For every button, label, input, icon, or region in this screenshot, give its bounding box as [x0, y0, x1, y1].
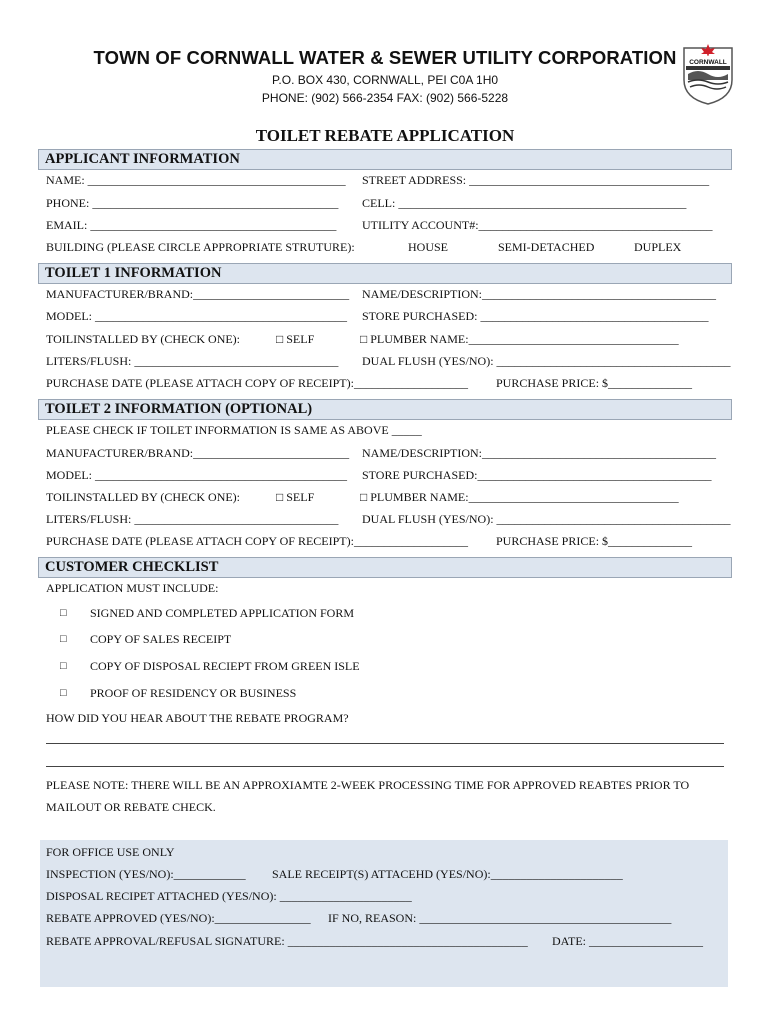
processing-note-line2: MAILOUT OR REBATE CHECK. [46, 800, 216, 814]
checklist-item: PROOF OF RESIDENCY OR BUSINESS [90, 686, 297, 700]
toilet1-name-description-field[interactable]: NAME/DESCRIPTION:_______________________________________ [362, 287, 717, 301]
phone-field[interactable]: PHONE: _________________________________________ [46, 196, 339, 210]
toilet2-self-checkbox[interactable]: □ SELF [276, 490, 315, 504]
toilet2-liters-flush-field[interactable]: LITERS/FLUSH: __________________________________ [46, 512, 339, 526]
toilet2-manufacturer-field[interactable]: MANUFACTURER/BRAND:__________________________ [46, 446, 350, 460]
rebate-source-question: HOW DID YOU HEAR ABOUT THE REBATE PROGRAM? [46, 711, 349, 725]
toilet1-purchase-price-field[interactable]: PURCHASE PRICE: $______________ [496, 376, 693, 390]
toilet1-manufacturer-field[interactable]: MANUFACTURER/BRAND:__________________________ [46, 287, 350, 301]
answer-line[interactable] [46, 743, 724, 744]
building-option-house[interactable]: HOUSE [408, 240, 449, 254]
checklist-item: SIGNED AND COMPLETED APPLICATION FORM [90, 606, 355, 620]
toilet2-purchase-price-field[interactable]: PURCHASE PRICE: $______________ [496, 534, 693, 548]
approval-date-field[interactable]: DATE: ___________________ [552, 934, 703, 948]
toilet1-store-purchased-field[interactable]: STORE PURCHASED: ______________________________________ [362, 309, 709, 323]
toilet2-same-as-above-field[interactable]: PLEASE CHECK IF TOILET INFORMATION IS SAME AS ABOVE _____ [46, 423, 422, 437]
checklist-intro: APPLICATION MUST INCLUDE: [46, 581, 219, 595]
checklist-item: COPY OF DISPOSAL RECIEPT FROM GREEN ISLE [90, 659, 360, 673]
toilet1-installed-by-label: TOILINSTALLED BY (CHECK ONE): [46, 332, 241, 346]
building-option-duplex[interactable]: DUPLEX [634, 240, 682, 254]
toilet1-plumber-checkbox[interactable]: □ PLUMBER NAME:___________________________________ [360, 332, 679, 346]
cell-field[interactable]: CELL: ________________________________________________ [362, 196, 687, 210]
building-label: BUILDING (PLEASE CIRCLE APPROPRIATE STRUTURE): [46, 240, 355, 254]
street-address-field[interactable]: STREET ADDRESS: ________________________________________ [362, 173, 710, 187]
checklist-checkbox[interactable]: □ [60, 633, 67, 645]
section-customer-checklist: CUSTOMER CHECKLIST [38, 557, 732, 578]
toilet2-dual-flush-field[interactable]: DUAL FLUSH (YES/NO): _______________________________________ [362, 512, 731, 526]
toilet1-self-checkbox[interactable]: □ SELF [276, 332, 315, 346]
toilet2-name-description-field[interactable]: NAME/DESCRIPTION:_______________________________________ [362, 446, 717, 460]
section-applicant-information: APPLICANT INFORMATION [38, 149, 732, 170]
answer-line[interactable] [46, 766, 724, 767]
email-field[interactable]: EMAIL: _________________________________________ [46, 218, 337, 232]
toilet1-model-field[interactable]: MODEL: __________________________________________ [46, 309, 347, 323]
organization-phone: PHONE: (902) 566-2354 FAX: (902) 566-5228 [261, 91, 509, 105]
sales-receipt-attached-field[interactable]: SALE RECEIPT(S) ATTACEHD (YES/NO):______________________ [272, 867, 623, 881]
section-toilet-1-information: TOILET 1 INFORMATION [38, 263, 732, 284]
checklist-checkbox[interactable]: □ [60, 607, 67, 619]
toilet1-liters-flush-field[interactable]: LITERS/FLUSH: __________________________________ [46, 354, 339, 368]
rebate-approved-field[interactable]: REBATE APPROVED (YES/NO):________________ [46, 911, 311, 925]
checklist-item: COPY OF SALES RECEIPT [90, 632, 232, 646]
checklist-checkbox[interactable]: □ [60, 660, 67, 672]
disposal-receipt-attached-field[interactable]: DISPOSAL RECIPET ATTACHED (YES/NO): ______________________ [46, 889, 412, 903]
inspection-field[interactable]: INSPECTION (YES/NO):____________ [46, 867, 246, 881]
cornwall-logo [682, 40, 734, 106]
toilet2-plumber-checkbox[interactable]: □ PLUMBER NAME:___________________________________ [360, 490, 679, 504]
processing-note-line1: PLEASE NOTE: THERE WILL BE AN APPROXIAMTE 2-WEEK PROCESSING TIME FOR APPROVED REABTES PRIOR TO [46, 778, 690, 792]
building-option-semi-detached[interactable]: SEMI-DETACHED [498, 240, 595, 254]
toilet2-model-field[interactable]: MODEL: __________________________________________ [46, 468, 347, 482]
refusal-reason-field[interactable]: IF NO, REASON: __________________________________________ [328, 911, 672, 925]
toilet1-purchase-date-field[interactable]: PURCHASE DATE (PLEASE ATTACH COPY OF RECEIPT):___________________ [46, 376, 468, 390]
organization-address: P.O. BOX 430, CORNWALL, PEI C0A 1H0 [271, 73, 499, 87]
approval-signature-field[interactable]: REBATE APPROVAL/REFUSAL SIGNATURE: ________________________________________ [46, 934, 528, 948]
office-use-heading: FOR OFFICE USE ONLY [46, 845, 175, 859]
utility-account-field[interactable]: UTILITY ACCOUNT#:_______________________________________ [362, 218, 713, 232]
toilet1-dual-flush-field[interactable]: DUAL FLUSH (YES/NO): _______________________________________ [362, 354, 731, 368]
organization-name: TOWN OF CORNWALL WATER & SEWER UTILITY CORPORATION [93, 47, 677, 68]
checklist-checkbox[interactable]: □ [60, 687, 67, 699]
name-field[interactable]: NAME: ___________________________________________ [46, 173, 346, 187]
form-title: TOILET REBATE APPLICATION [255, 126, 515, 145]
toilet2-installed-by-label: TOILINSTALLED BY (CHECK ONE): [46, 490, 241, 504]
svg-text:CORNWALL: CORNWALL [689, 59, 727, 66]
section-toilet-2-information: TOILET 2 INFORMATION (OPTIONAL) [38, 399, 732, 420]
toilet2-purchase-date-field[interactable]: PURCHASE DATE (PLEASE ATTACH COPY OF RECEIPT):___________________ [46, 534, 468, 548]
toilet2-store-purchased-field[interactable]: STORE PURCHASED:_______________________________________ [362, 468, 712, 482]
